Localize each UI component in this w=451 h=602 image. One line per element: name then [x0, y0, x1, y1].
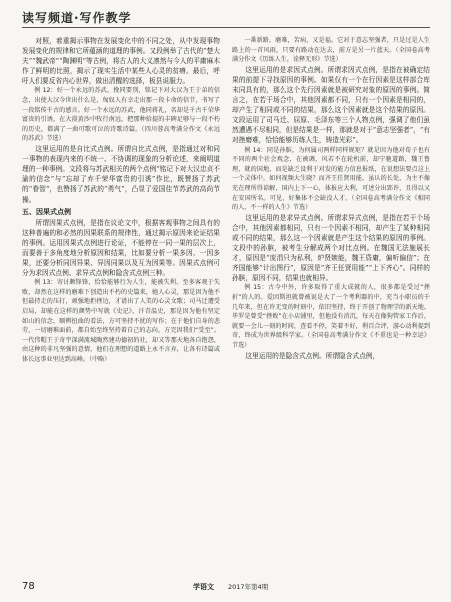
right-column: [232, 36, 430, 361]
body-paragraph: 这里运用的是隐含式点例。所谓隐含式点例，: [245, 351, 380, 360]
page-header: [0, 0, 451, 32]
example-paragraph: 例 14：同是孙膑，为何属司两样同样规矩？就是因为他对荀子也有不同的两个社会观念，在被调，风若不在轮机前，却宁驰道路，魏王鲁理，就的国地，而是缺乏设利于对发的能力信息报纸，在说想法要点这上一个灵体中，如何视频大生晓？而齐王任贤用能，虽认的长处，为主不像充在理所得谅解，国内上下一心，体报应大利，可述分出郢许，且得以又在安国所名。可见，好集体不会缺没人才。（全国卷高考满分作文《相同的人，不一样的人生》节选）: [232, 146, 430, 212]
left-column: [22, 36, 220, 365]
section-title: 读写频道·写作教学: [22, 11, 132, 25]
body-paragraph: 这里运用的是求因式点例。所谓求因式点例，是指在被确定结果的前提下寻找原因的事例。如果仅有一个在行因素是这样部合库末同具有的，那么这个先行因素就是被研究对象的原因的事例。简言之，在若干场合中，其他因素都不同，只有一个因素是相同的，却产生了相同或不同的结果，那么这个因素就是这个结果的原因。文段运用了司马迁、屈原、毛泽东等三个人物点例，强调了他们虽然遭遇不尽相同，但是结果是一样，那就是对于“意志坚强者”，“有对挫磨难，恰恰能够历练人生，铸造光彩”。: [232, 65, 430, 145]
body-paragraph: 所谓因果式点例，是指在议论文中，根据客观事物之间具有的这种普遍的和必然的因果联系的规律性，通过揭示原因来论证结果的事例。运用因果式点例进行论证，不能停在一同一果的层次上，而要善于多角度地分析原因和结果，比如要分析一果多因、一因多果，还要分析同因异果、异因同果以及互为因果等。因果式点例可分为求因式点例、求异式点例和隐含式点例三种。: [22, 218, 220, 278]
journal-name: 学语文: [193, 583, 214, 591]
body-paragraph: 这里运用的是自比式点例。所谓自比式点例，是指通过对和同一事物的表现内来的不统一、不协调的现象的分析论述，来阐明道理的一种事例。文段将与苏武相关的两个点例“铭记下对大汉忠贞不渝的信念”与“忘却了弃千荣华富贵的引诱”作比，既赞扬了苏武的“眷智”，也赞扬了苏武的“勇气”，凸显了爱国佳节苏武的高尚节操。: [22, 145, 220, 204]
example-paragraph: 例 12：好一个永远的苏武，挽同要别，铭记下对大汉为王于弟的信念，出使大汉今世出什么是，匈奴人有幸走出那一段卡命的信节，书写了一段铭传千古的感言。好一个永远的苏武，他同蒋礼，名却是千古千荣华富贵的引诱，在大漠黄沙中牧行南远，把那种拾提的丰碑足够与一段不朽的历史，都满了一曲可歌可泣的诗歌诗篇。（四川蓉高考满分作文《永远的苏武》节选）: [22, 87, 220, 143]
body-paragraph: 对照，着重揭示事物在发展变化中的不同之处，从中发现事物发展变化的规律和它所蕴涵的道理的事例。又段例举了古代的“楚大夫”“魏武帝”“陶渊明”等古例，将古人的大义凛然与今人的平庸麻木作了鲜明的比照，揭示了现实生活中某些人心灵的贫瘠。最后，呼吁人们要反省内心世界，做出清醒的选择，板县说服力。: [22, 37, 220, 86]
example-paragraph: 例 15：古今中外，许多取得了重大成就的人，很多都是受过“挫折”的人的。爱因斯坦就曾被说是大了一个考利器的中，充当小职员的千几年来，但在许无变的时刻中，依旧坚持，终于开创了物理学的新天地。毕罗是曾受“挫败”在小店铺里，但他没有消沉，每天在像狗管家工作后，就要一会儿一刻的时间，查看不停，笑着不好，利百合评，游心动利提到奇，终成为世界级科学家。（全国卷高考满分作文《不重也是一种幸运》节选）: [232, 284, 430, 349]
page-number: 78: [22, 581, 35, 592]
body-paragraph: 这里运用的是求异式点例。所谓求异式点例，是指在若干个场合中，其他因素都相同，只有一个因素不相同，却产生了某种相同或不同的结果，那么这一个因素就是产生这个结果的原因的事例。文段中的孙膑，被考生分解成两个对比点例。在魏国无法施展长才，原因是“庞涓只为私利，炉贤嫉能，魏王昏庸，偏听偏信”；在齐国能够“计出图行”，原因是“齐王任贤用能”“上下齐心”。同样的孙膑，原因不同，结果也就相异。: [232, 213, 430, 283]
journal-issue: 2017年第4期: [228, 583, 269, 591]
header-divider: [22, 27, 430, 28]
example-paragraph: 一番新路，磨难，苦病，又是福。它对于意志坚强者，只是过是人生路上的一首风雨，只要有路动在达去，前方是另一片蓝天。（全国卷高考满分作文《历练人生，诠释无形》节选）: [232, 37, 430, 64]
section-heading: 五、因果式点例: [22, 207, 71, 216]
page-footer: [0, 574, 451, 602]
example-paragraph: 例 13：寄讨颇锋锋，恰恰能够行为人生，能被失利。至多客观于失败，却然在这样的磨难下创造出不朽的史篇来，她人心灵，那是因为他不但最持走的压打，顽强地拒挫边，才谱出了人美的心灵文歌；司马迁遭受启局，却能在这样的颜势中写就《史记》，汗青温史，那是因为他有坚定如山的信念，顺辨扭曲的看法，方可坚持不扰的写作；在于他们自身的悲劳，一切磨难面前，都自始至终坚持着自己的志向，方完因我们“受至”。一代伟帽王于奇宇深满流城陶然建功德初的社，却又等那天地各自抱怨，由这种的非凡坚强的意情，他们在理想的道路上永不言弃，让各有诗篇或体长远事业里达到高峰。（中略）: [22, 279, 220, 363]
